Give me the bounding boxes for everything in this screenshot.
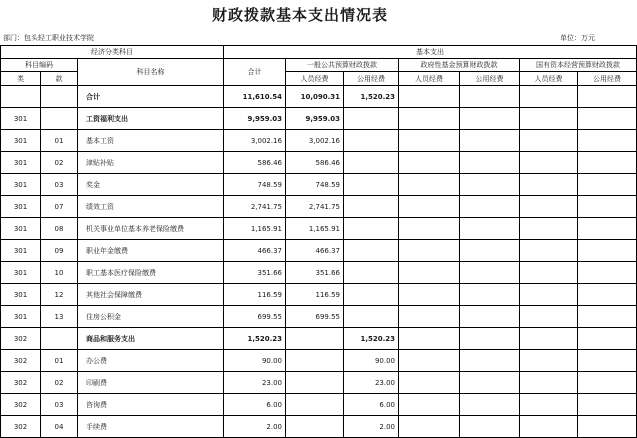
cell-kind: 301 [1,130,41,152]
cell-fund-personnel [399,262,460,284]
cell-subject-name: 奖金 [78,174,224,196]
cell-fund-public [460,86,520,108]
cell-fund-public [460,218,520,240]
cell-fund-public [460,130,520,152]
table-row [1,174,637,196]
cell-fund-public [460,394,520,416]
cell-fund-personnel [399,196,460,218]
cell-item: 13 [41,306,78,328]
cell-general-public [344,152,399,174]
cell-kind: 301 [1,240,41,262]
cell-kind: 301 [1,284,41,306]
cell-fund-personnel [399,372,460,394]
cell-capital-public [578,130,637,152]
cell-capital-personnel [520,284,578,306]
cell-capital-public [578,306,637,328]
cell-fund-public [460,416,520,438]
cell-fund-personnel [399,152,460,174]
cell-fund-public [460,108,520,130]
cell-fund-personnel [399,394,460,416]
cell-total: 586.46 [224,152,286,174]
cell-general-public: 1,520.23 [344,328,399,350]
cell-fund-public [460,372,520,394]
cell-capital-public [578,240,637,262]
cell-capital-public [578,174,637,196]
cell-total: 116.59 [224,284,286,306]
header-general-public: 公用经费 [344,72,399,86]
cell-item: 04 [41,416,78,438]
cell-capital-personnel [520,240,578,262]
cell-capital-personnel [520,174,578,196]
table-row [1,350,637,372]
cell-fund-personnel [399,108,460,130]
cell-fund-personnel [399,174,460,196]
cell-general-personnel: 466.37 [286,240,344,262]
cell-kind: 301 [1,306,41,328]
cell-general-personnel: 1,165.91 [286,218,344,240]
cell-total: 466.37 [224,240,286,262]
department-label: 部门：包头轻工职业技术学院 [3,34,94,42]
cell-item: 12 [41,284,78,306]
cell-item: 08 [41,218,78,240]
cell-capital-public [578,416,637,438]
cell-kind: 301 [1,108,41,130]
cell-kind: 301 [1,218,41,240]
cell-fund-personnel [399,416,460,438]
cell-fund-public [460,152,520,174]
cell-total: 1,520.23 [224,328,286,350]
cell-subject-name: 津贴补贴 [78,152,224,174]
cell-general-personnel: 351.66 [286,262,344,284]
header-item: 款 [41,72,78,86]
cell-fund-personnel [399,306,460,328]
cell-capital-personnel [520,262,578,284]
cell-fund-public [460,240,520,262]
cell-item: 01 [41,130,78,152]
cell-total: 9,959.03 [224,108,286,130]
cell-total: 23.00 [224,372,286,394]
cell-capital-personnel [520,328,578,350]
cell-general-personnel: 2,741.75 [286,196,344,218]
cell-general-public [344,196,399,218]
cell-kind: 302 [1,372,41,394]
cell-capital-personnel [520,350,578,372]
cell-subject-name: 职业年金缴费 [78,240,224,262]
header-fund-personnel: 人员经费 [399,72,460,86]
header-kind: 类 [1,72,41,86]
cell-subject-name: 基本工资 [78,130,224,152]
cell-total: 351.66 [224,262,286,284]
header-general-budget: 一般公共预算财政拨款 [286,59,399,72]
cell-subject-name: 工资福利支出 [78,108,224,130]
cell-capital-public [578,152,637,174]
cell-general-public [344,284,399,306]
cell-capital-public [578,196,637,218]
cell-kind: 302 [1,350,41,372]
cell-fund-public [460,174,520,196]
cell-fund-personnel [399,240,460,262]
cell-general-public: 1,520.23 [344,86,399,108]
cell-item [41,86,78,108]
header-general-personnel: 人员经费 [286,72,344,86]
header-capital-personnel: 人员经费 [520,72,578,86]
cell-general-public: 6.00 [344,394,399,416]
cell-total: 90.00 [224,350,286,372]
cell-fund-personnel [399,86,460,108]
cell-capital-personnel [520,394,578,416]
cell-subject-name: 手续费 [78,416,224,438]
cell-kind: 301 [1,174,41,196]
cell-capital-personnel [520,218,578,240]
cell-general-personnel [286,328,344,350]
cell-fund-public [460,284,520,306]
cell-capital-personnel [520,196,578,218]
cell-general-personnel: 586.46 [286,152,344,174]
cell-item: 02 [41,372,78,394]
cell-total: 3,002.16 [224,130,286,152]
cell-capital-public [578,372,637,394]
header-capital-public: 公用经费 [578,72,637,86]
cell-fund-personnel [399,218,460,240]
cell-general-public [344,262,399,284]
table-row [1,130,637,152]
table-row [1,152,637,174]
cell-subject-name: 商品和服务支出 [78,328,224,350]
cell-general-public: 2.00 [344,416,399,438]
cell-total: 1,165.91 [224,218,286,240]
table-row [1,262,637,284]
cell-subject-name: 办公费 [78,350,224,372]
header-subject-code: 科目编码 [1,59,78,72]
table-body [1,86,637,438]
table-row [1,328,637,350]
cell-general-public [344,130,399,152]
cell-general-personnel [286,350,344,372]
cell-item: 03 [41,394,78,416]
cell-capital-personnel [520,130,578,152]
cell-general-personnel: 3,002.16 [286,130,344,152]
table-row [1,108,637,130]
cell-fund-personnel [399,130,460,152]
table-row [1,372,637,394]
cell-capital-personnel [520,372,578,394]
cell-fund-personnel [399,284,460,306]
cell-capital-public [578,350,637,372]
cell-general-public [344,306,399,328]
cell-item: 01 [41,350,78,372]
cell-subject-name: 绩效工资 [78,196,224,218]
cell-capital-public [578,328,637,350]
cell-general-public [344,108,399,130]
cell-general-public: 23.00 [344,372,399,394]
cell-item: 02 [41,152,78,174]
cell-item: 10 [41,262,78,284]
header-state-capital: 国有资本经营预算财政拨款 [520,59,637,72]
cell-kind: 302 [1,416,41,438]
cell-item: 03 [41,174,78,196]
table-row [1,416,637,438]
cell-item: 09 [41,240,78,262]
cell-general-personnel [286,372,344,394]
table-row [1,218,637,240]
cell-item [41,108,78,130]
header-econ-subject: 经济分类科目 [1,46,224,59]
cell-general-personnel: 699.55 [286,306,344,328]
cell-fund-personnel [399,350,460,372]
cell-general-personnel: 9,959.03 [286,108,344,130]
table-row [1,284,637,306]
cell-capital-public [578,262,637,284]
cell-subject-name: 印刷费 [78,372,224,394]
table-row [1,240,637,262]
table-row [1,196,637,218]
header-basic-expenditure: 基本支出 [224,46,637,59]
unit-label: 单位：万元 [560,34,595,42]
header-subject-name: 科目名称 [78,59,224,86]
cell-capital-public [578,86,637,108]
expenditure-table [0,45,637,438]
cell-kind: 302 [1,328,41,350]
cell-fund-public [460,350,520,372]
cell-general-personnel: 10,090.31 [286,86,344,108]
cell-capital-personnel [520,86,578,108]
cell-capital-personnel [520,108,578,130]
cell-total: 2.00 [224,416,286,438]
cell-kind: 301 [1,196,41,218]
cell-general-public [344,174,399,196]
header-gov-fund: 政府性基金预算财政拨款 [399,59,520,72]
cell-fund-public [460,328,520,350]
cell-item [41,328,78,350]
cell-capital-personnel [520,416,578,438]
table-row [1,394,637,416]
header-fund-public: 公用经费 [460,72,520,86]
cell-general-public [344,240,399,262]
cell-general-personnel [286,416,344,438]
cell-kind: 301 [1,262,41,284]
cell-fund-public [460,306,520,328]
cell-fund-public [460,196,520,218]
cell-capital-personnel [520,152,578,174]
cell-item: 07 [41,196,78,218]
cell-total: 748.59 [224,174,286,196]
cell-fund-personnel [399,328,460,350]
cell-kind: 301 [1,152,41,174]
cell-general-personnel: 748.59 [286,174,344,196]
cell-total: 11,610.54 [224,86,286,108]
cell-fund-public [460,262,520,284]
cell-capital-public [578,218,637,240]
cell-total: 2,741.75 [224,196,286,218]
report-title: 财政拨款基本支出情况表 [211,6,388,24]
table-row [1,306,637,328]
cell-capital-public [578,108,637,130]
cell-capital-public [578,394,637,416]
cell-general-public [344,218,399,240]
cell-subject-name: 其他社会保障缴费 [78,284,224,306]
cell-capital-public [578,284,637,306]
table-row [1,86,637,108]
cell-general-personnel: 116.59 [286,284,344,306]
cell-general-personnel [286,394,344,416]
cell-subject-name: 机关事业单位基本养老保险缴费 [78,218,224,240]
header-total: 合计 [224,59,286,86]
cell-total: 699.55 [224,306,286,328]
cell-general-public: 90.00 [344,350,399,372]
cell-kind [1,86,41,108]
cell-subject-name: 职工基本医疗保险缴费 [78,262,224,284]
cell-subject-name: 合计 [78,86,224,108]
cell-total: 6.00 [224,394,286,416]
cell-subject-name: 住房公积金 [78,306,224,328]
cell-kind: 302 [1,394,41,416]
cell-capital-personnel [520,306,578,328]
cell-subject-name: 咨询费 [78,394,224,416]
